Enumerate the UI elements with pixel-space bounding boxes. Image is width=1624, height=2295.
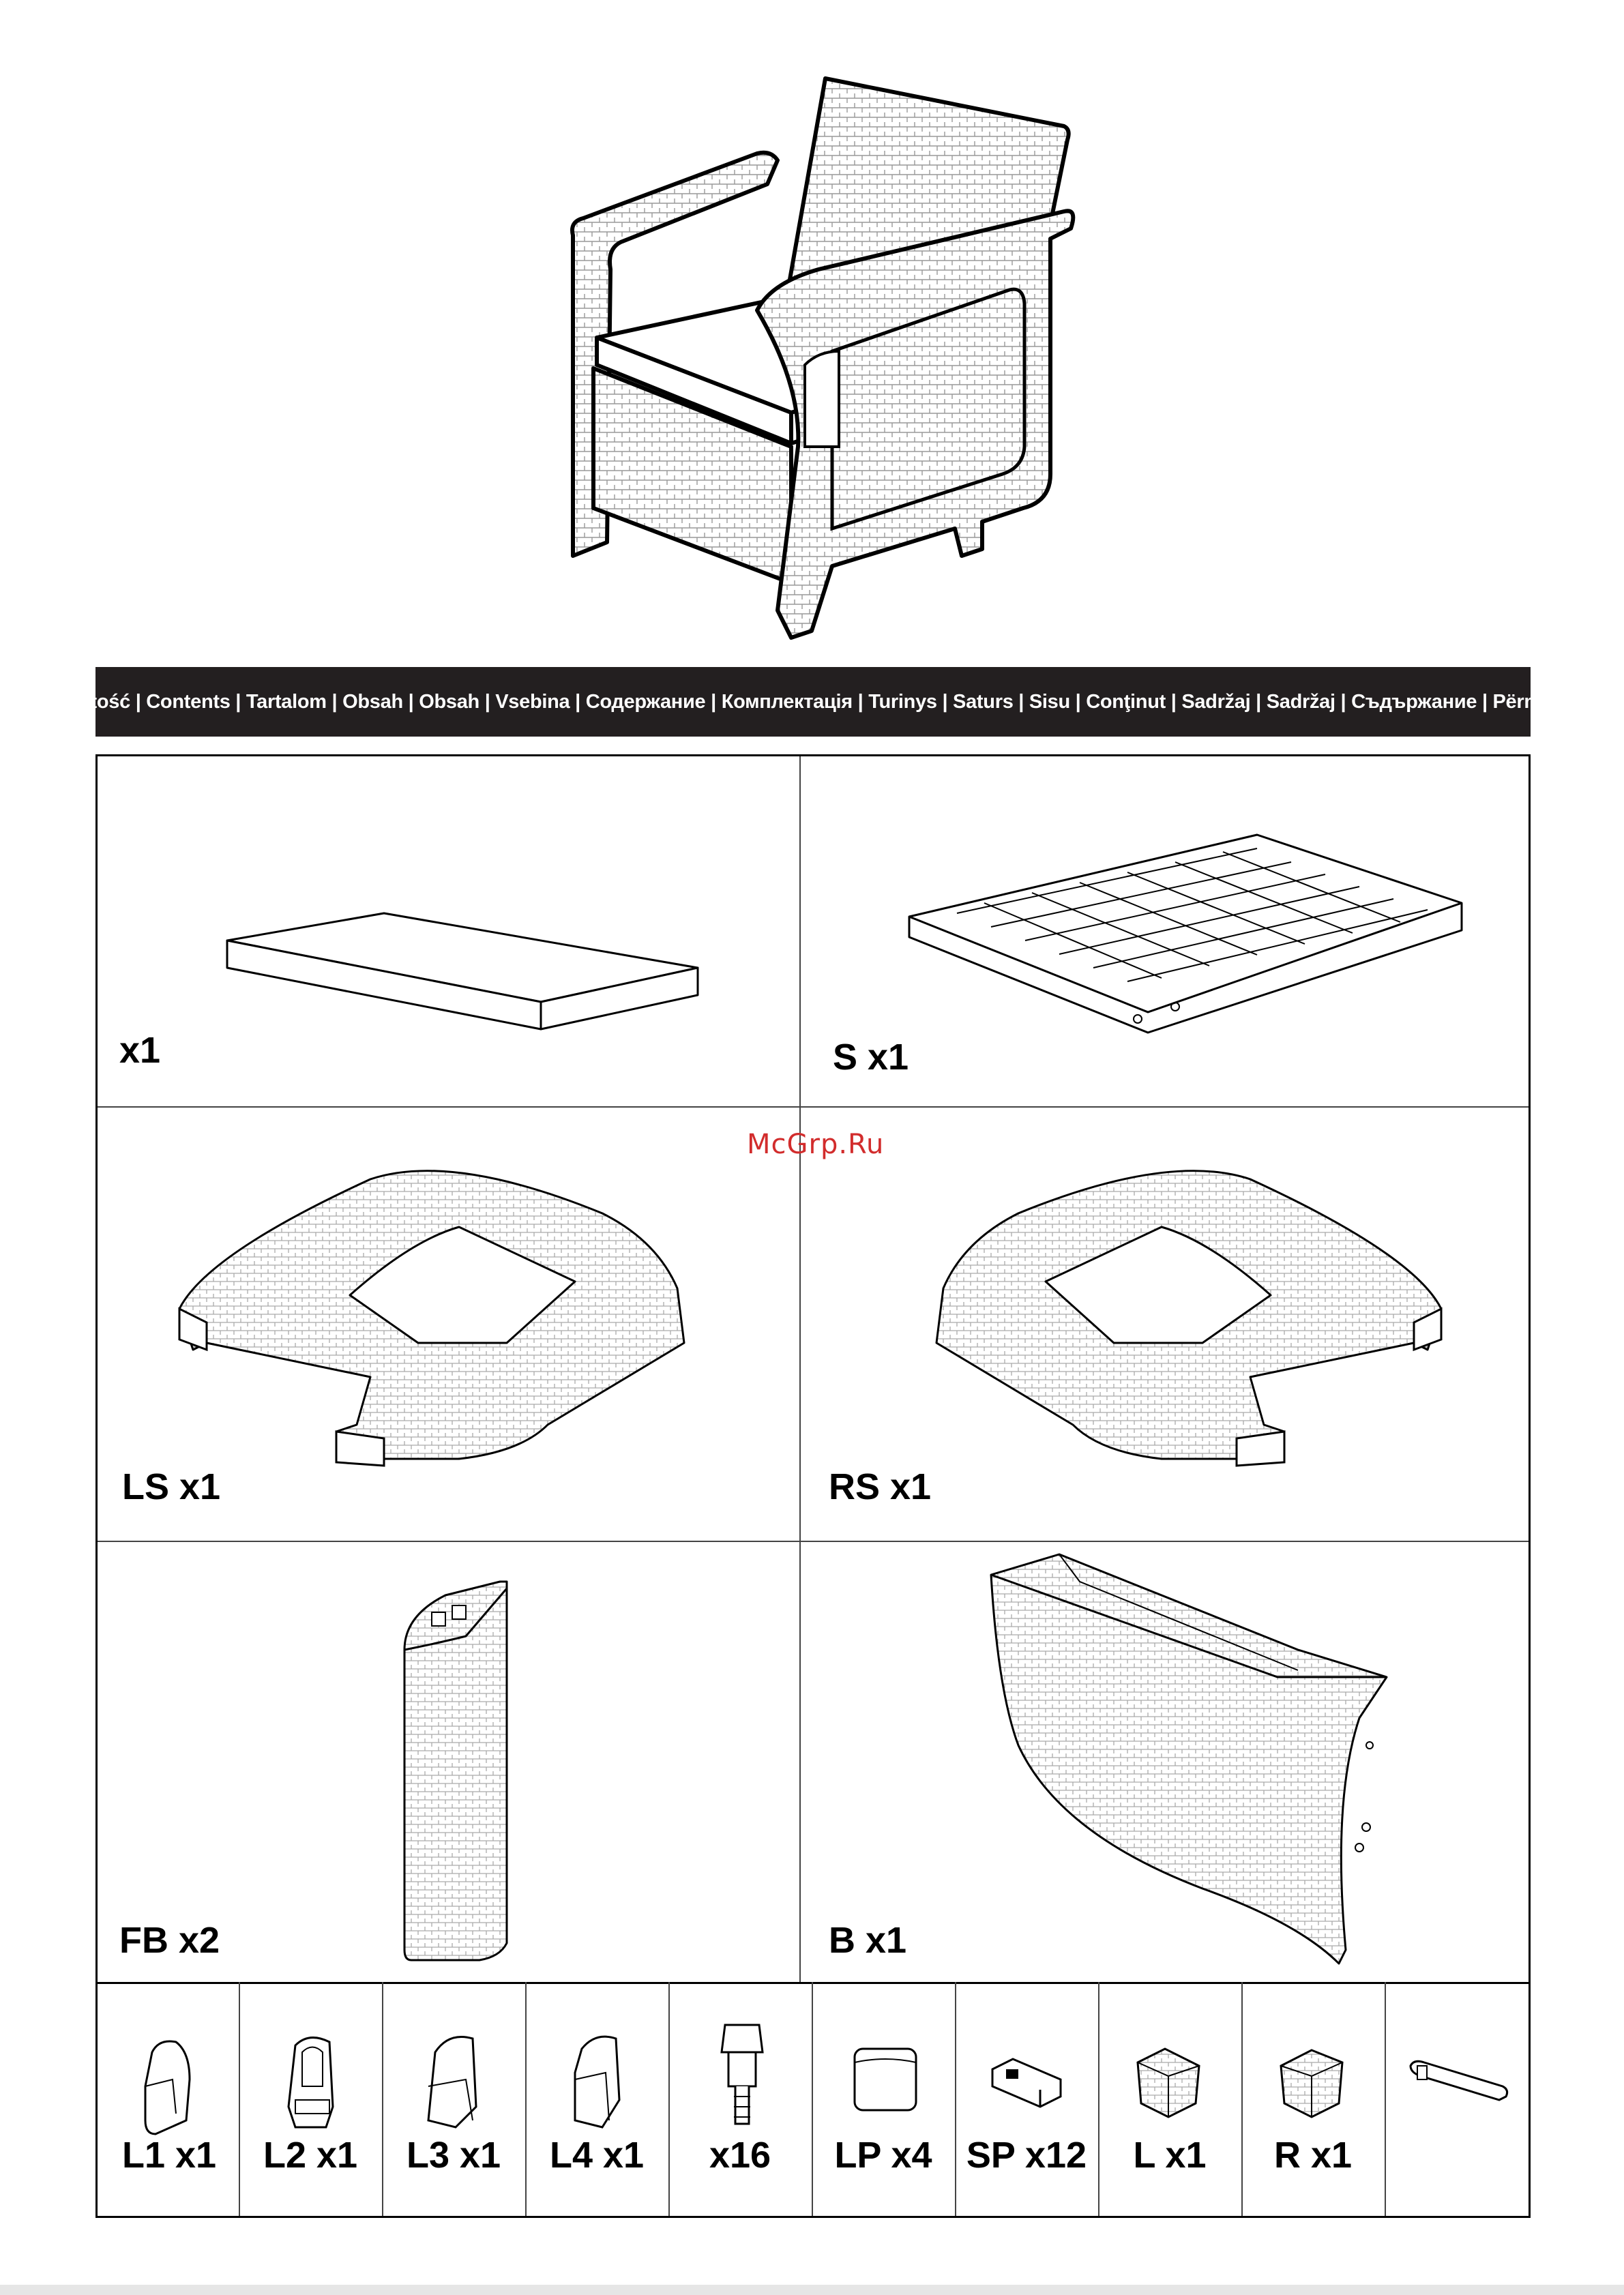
cushion-label: x1 — [119, 1030, 161, 1071]
left-side-label: LS x1 — [122, 1466, 221, 1507]
grid-divider — [955, 1982, 956, 2216]
grid-divider — [98, 1106, 1529, 1108]
left-corner-illustration — [1127, 2042, 1209, 2124]
seat-frame-illustration — [902, 794, 1468, 1067]
right-side-illustration — [889, 1138, 1455, 1486]
right-side-label: RS x1 — [829, 1466, 932, 1507]
grid-divider — [799, 756, 801, 1982]
grid-divider — [239, 1982, 240, 2216]
contents-banner — [34, 667, 1592, 737]
watermark: McGrp.Ru — [747, 1129, 885, 1160]
leg-peg-illustration — [708, 2011, 776, 2134]
leg-pad-illustration — [848, 2042, 923, 2124]
connector-l4-label: L4 x1 — [549, 2135, 645, 2176]
connector-l3-label: L3 x1 — [406, 2135, 501, 2176]
connector-l2-illustration — [275, 2025, 350, 2141]
cushion-illustration — [213, 831, 718, 1036]
leg-peg-label: x16 — [709, 2135, 771, 2176]
connector-l1-label: L1 x1 — [121, 2135, 217, 2176]
armchair-illustration — [532, 65, 1105, 651]
connector-l2-label: L2 x1 — [263, 2135, 358, 2176]
spacer-clip-label: SP x12 — [966, 2135, 1087, 2176]
front-bar-label: FB x2 — [119, 1920, 220, 1961]
right-corner-illustration — [1271, 2042, 1353, 2124]
grid-divider — [1098, 1982, 1099, 2216]
back-panel-label: B x1 — [829, 1920, 907, 1961]
leg-pad-label: LP x4 — [834, 2135, 932, 2176]
grid-divider — [1241, 1982, 1243, 2216]
left-side-illustration — [166, 1138, 732, 1486]
grid-divider — [812, 1982, 813, 2216]
grid-divider — [98, 1982, 1529, 1984]
left-corner-label: L x1 — [1133, 2135, 1207, 2176]
grid-divider — [382, 1982, 383, 2216]
bottom-rule — [0, 2285, 1624, 2295]
grid-divider — [1385, 1982, 1386, 2216]
contents-banner-text: Zawartość | Contents | Tartalom | Obsah | Obsah | Vsebina | Содержание | Комплектація | Turinys | Saturs | Sisu | Conţinut | Sadržaj | Sadržaj | Съдържание | Përmbajtja — [34, 690, 1592, 713]
spacer-clip-illustration — [986, 2049, 1067, 2117]
grid-divider — [668, 1982, 670, 2216]
connector-l1-illustration — [132, 2032, 207, 2141]
parts-grid — [95, 754, 1531, 2218]
seat-frame-label: S x1 — [833, 1037, 909, 1078]
front-bar-illustration — [391, 1575, 527, 1964]
grid-divider — [525, 1982, 527, 2216]
wrench-tool-illustration — [1404, 2052, 1513, 2107]
right-corner-label: R x1 — [1273, 2135, 1353, 2176]
connector-l4-illustration — [558, 2025, 640, 2141]
connector-l3-illustration — [415, 2025, 497, 2141]
back-panel-illustration — [977, 1541, 1428, 1977]
